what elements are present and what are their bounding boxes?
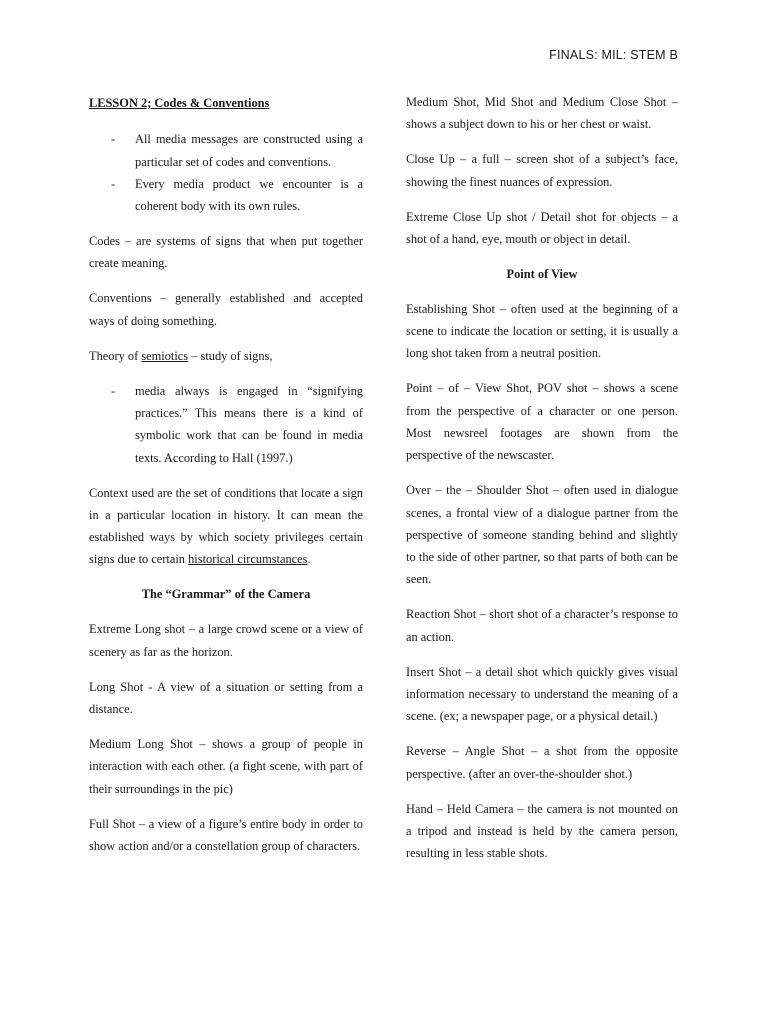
historical-circumstances-term: historical circumstances xyxy=(188,552,308,567)
semiotics-line: Theory of semiotics – study of signs, xyxy=(89,348,273,363)
semiotics-bullet-list xyxy=(89,380,363,469)
shot-definition: Full Shot – a view of a figure’s entire body in order to show action and/or a constellation group of characters. xyxy=(89,816,363,853)
intro-bullet-list xyxy=(89,128,363,217)
shot-definition: Reaction Shot – short shot of a character’s response to an action. xyxy=(406,607,678,644)
list-item: - Every media product we encounter is a coherent body with its own rules. xyxy=(89,173,363,218)
right-column xyxy=(406,91,678,877)
context-definition: Context used are the set of conditions that locate a sign in a particular location in history. It can mean the established ways by which society privileges certain signs due to certain historical circumstances. xyxy=(89,485,363,567)
grammar-heading: The “Grammar” of the Camera xyxy=(141,587,311,602)
list-item: - media always is engaged in “signifying practices.” This means there is a kind of symbolic work that can be found in media texts. According to Hall (1997.) xyxy=(89,380,363,469)
conventions-definition: Conventions – generally established and accepted ways of doing something. xyxy=(89,291,363,328)
bullet-dash: - xyxy=(111,176,116,191)
shot-definition: Long Shot - A view of a situation or setting from a distance. xyxy=(89,679,363,717)
point-of-view-heading: Point of View xyxy=(506,266,578,281)
shot-definition: Hand – Held Camera – the camera is not mounted on a tripod and instead is held by the camera person, resulting in less stable shots. xyxy=(406,801,678,861)
semiotics-term: semiotics xyxy=(141,348,189,363)
page-header: FINALS: MIL: STEM B xyxy=(549,48,678,62)
shot-definition: Medium Long Shot – shows a group of people in interaction with each other. (a fight scene, with part of their surroundings in the pic) xyxy=(89,737,363,796)
shot-definition: Extreme Long shot – a large crowd scene or a view of scenery as far as the horizon. xyxy=(89,622,363,659)
shot-definition: Medium Shot, Mid Shot and Medium Close Shot – shows a subject down to his or her chest or waist. xyxy=(406,95,678,132)
shot-definition: Point – of – View Shot, POV shot – shows a scene from the perspective of a character or one person. Most newsreel footages are shown from the perspective of the newscaster. xyxy=(406,381,678,463)
shot-definition: Close Up – a full – screen shot of a subject’s face, showing the finest nuances of expression. xyxy=(406,152,678,189)
shot-definition: Over – the – Shoulder Shot – often used in dialogue scenes, a frontal view of a dialogue partner from the perspective of someone standing behind and slightly to the side of other partner, so that parts of both can be seen. xyxy=(406,483,678,587)
list-item: - All media messages are constructed using a particular set of codes and conventions. xyxy=(89,128,363,173)
bullet-dash: - xyxy=(111,383,116,398)
codes-definition: Codes – are systems of signs that when put together create meaning. xyxy=(89,234,363,271)
lesson-title: LESSON 2; Codes & Conventions xyxy=(89,96,270,110)
shot-definition: Establishing Shot – often used at the beginning of a scene to indicate the location or setting, it is usually a long shot taken from a neutral position. xyxy=(406,301,678,361)
shot-definition: Extreme Close Up shot / Detail shot for objects – a shot of a hand, eye, mouth or object in detail. xyxy=(406,209,678,246)
bullet-dash: - xyxy=(111,132,116,147)
left-column xyxy=(89,92,363,870)
shot-definition: Reverse – Angle Shot – a shot from the opposite perspective. (after an over-the-shoulder shot.) xyxy=(406,744,678,781)
shot-definition: Insert Shot – a detail shot which quickly gives visual information necessary to understand the meaning of a scene. (ex; a newspaper page, or a physical detail.) xyxy=(406,664,678,724)
